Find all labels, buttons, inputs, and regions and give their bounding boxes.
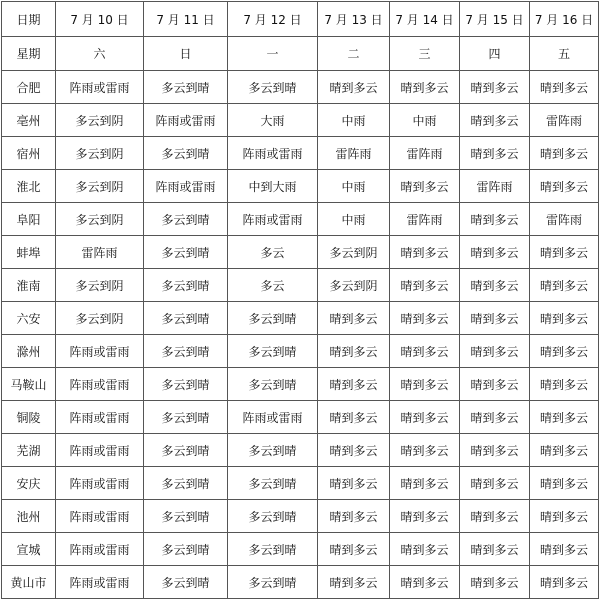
forecast-cell: 多云到阴 [56,170,144,203]
forecast-cell: 晴到多云 [318,566,390,599]
city-name: 蚌埠 [2,236,56,269]
city-name: 芜湖 [2,434,56,467]
forecast-cell: 多云到晴 [144,236,228,269]
date-cell: 7 月 16 日 [530,2,599,37]
forecast-cell: 阵雨或雷雨 [56,434,144,467]
city-name: 淮北 [2,170,56,203]
forecast-cell: 多云到晴 [144,71,228,104]
forecast-cell: 多云到晴 [228,566,318,599]
city-name: 池州 [2,500,56,533]
forecast-cell: 多云到阴 [318,236,390,269]
forecast-cell: 晴到多云 [460,71,530,104]
forecast-cell: 晴到多云 [530,170,599,203]
forecast-cell: 多云到晴 [144,401,228,434]
forecast-cell: 雷阵雨 [530,203,599,236]
table-row [2,71,599,104]
forecast-cell: 晴到多云 [318,467,390,500]
table-row [2,566,599,599]
forecast-cell: 晴到多云 [318,71,390,104]
forecast-cell: 晴到多云 [318,302,390,335]
forecast-cell: 晴到多云 [390,335,460,368]
date-cell: 7 月 12 日 [228,2,318,37]
forecast-table-body [2,2,599,599]
table-row [2,500,599,533]
forecast-cell: 多云到晴 [144,533,228,566]
city-name: 宣城 [2,533,56,566]
forecast-cell: 雷阵雨 [318,137,390,170]
forecast-cell: 晴到多云 [530,71,599,104]
city-name: 安庆 [2,467,56,500]
forecast-cell: 晴到多云 [530,137,599,170]
forecast-cell: 多云到阴 [56,269,144,302]
forecast-cell: 多云到晴 [144,302,228,335]
weekday-row [2,37,599,71]
weekday-cell: 二 [318,37,390,71]
city-name: 宿州 [2,137,56,170]
forecast-cell: 晴到多云 [530,566,599,599]
city-name: 合肥 [2,71,56,104]
forecast-cell: 晴到多云 [530,236,599,269]
forecast-cell: 晴到多云 [460,467,530,500]
forecast-cell: 阵雨或雷雨 [144,170,228,203]
date-header-row [2,2,599,37]
weekday-cell: 日 [144,37,228,71]
weather-forecast-table [1,1,599,599]
forecast-cell: 晴到多云 [460,269,530,302]
table-row [2,467,599,500]
forecast-cell: 多云到阴 [56,104,144,137]
forecast-cell: 多云到晴 [144,434,228,467]
forecast-cell: 晴到多云 [460,302,530,335]
forecast-cell: 中雨 [318,170,390,203]
forecast-cell: 晴到多云 [530,335,599,368]
date-cell: 7 月 13 日 [318,2,390,37]
forecast-cell: 阵雨或雷雨 [56,71,144,104]
forecast-cell: 晴到多云 [390,401,460,434]
city-name: 淮南 [2,269,56,302]
forecast-cell: 阵雨或雷雨 [56,335,144,368]
forecast-cell: 晴到多云 [530,434,599,467]
forecast-cell: 多云到晴 [144,500,228,533]
city-name: 亳州 [2,104,56,137]
forecast-cell: 晴到多云 [460,335,530,368]
forecast-cell: 晴到多云 [390,368,460,401]
forecast-cell: 晴到多云 [460,104,530,137]
weekday-cell: 一 [228,37,318,71]
forecast-cell: 多云到晴 [228,368,318,401]
forecast-cell: 雷阵雨 [460,170,530,203]
forecast-cell: 雷阵雨 [390,137,460,170]
forecast-cell: 晴到多云 [530,302,599,335]
forecast-cell: 晴到多云 [460,203,530,236]
date-cell: 7 月 14 日 [390,2,460,37]
forecast-cell: 中雨 [318,104,390,137]
table-row [2,302,599,335]
forecast-cell: 大雨 [228,104,318,137]
forecast-cell: 晴到多云 [530,269,599,302]
forecast-cell: 多云到阴 [318,269,390,302]
forecast-cell: 中到大雨 [228,170,318,203]
forecast-cell: 阵雨或雷雨 [56,368,144,401]
forecast-cell: 多云到晴 [228,302,318,335]
date-cell: 7 月 11 日 [144,2,228,37]
forecast-cell: 晴到多云 [460,533,530,566]
forecast-cell: 晴到多云 [318,533,390,566]
forecast-cell: 多云到阴 [56,203,144,236]
forecast-cell: 晴到多云 [460,401,530,434]
city-name: 马鞍山 [2,368,56,401]
forecast-cell: 阵雨或雷雨 [56,467,144,500]
forecast-cell: 多云到晴 [144,368,228,401]
forecast-cell: 阵雨或雷雨 [56,401,144,434]
table-row [2,104,599,137]
table-row [2,236,599,269]
forecast-cell: 晴到多云 [390,500,460,533]
forecast-cell: 雷阵雨 [56,236,144,269]
date-corner-label: 日期 [2,2,56,37]
forecast-cell: 多云到晴 [144,335,228,368]
forecast-cell: 晴到多云 [530,500,599,533]
date-cell: 7 月 15 日 [460,2,530,37]
forecast-cell: 晴到多云 [530,467,599,500]
forecast-cell: 多云到阴 [56,137,144,170]
city-name: 滁州 [2,335,56,368]
forecast-cell: 雷阵雨 [390,203,460,236]
weekday-cell: 六 [56,37,144,71]
weekday-cell: 四 [460,37,530,71]
city-name: 六安 [2,302,56,335]
forecast-cell: 晴到多云 [390,269,460,302]
forecast-cell: 多云到晴 [228,335,318,368]
forecast-cell: 阵雨或雷雨 [56,533,144,566]
forecast-cell: 晴到多云 [390,170,460,203]
forecast-cell: 晴到多云 [460,500,530,533]
forecast-cell: 中雨 [318,203,390,236]
table-row [2,533,599,566]
forecast-cell: 多云到晴 [144,137,228,170]
forecast-cell: 晴到多云 [318,401,390,434]
forecast-cell: 晴到多云 [318,335,390,368]
forecast-cell: 晴到多云 [390,434,460,467]
forecast-cell: 晴到多云 [460,368,530,401]
table-row [2,269,599,302]
table-row [2,170,599,203]
forecast-cell: 多云到晴 [228,71,318,104]
city-name: 阜阳 [2,203,56,236]
table-row [2,335,599,368]
forecast-cell: 多云 [228,236,318,269]
forecast-cell: 多云到晴 [144,467,228,500]
forecast-cell: 晴到多云 [530,401,599,434]
forecast-cell: 多云到晴 [144,203,228,236]
city-name: 黄山市 [2,566,56,599]
forecast-cell: 晴到多云 [390,533,460,566]
weekday-cell: 三 [390,37,460,71]
forecast-cell: 多云 [228,269,318,302]
forecast-cell: 阵雨或雷雨 [228,401,318,434]
forecast-cell: 阵雨或雷雨 [56,500,144,533]
forecast-cell: 晴到多云 [318,368,390,401]
forecast-cell: 多云到晴 [144,269,228,302]
forecast-cell: 阵雨或雷雨 [228,203,318,236]
forecast-cell: 晴到多云 [390,71,460,104]
forecast-cell: 多云到晴 [144,566,228,599]
forecast-cell: 雷阵雨 [530,104,599,137]
forecast-cell: 晴到多云 [390,236,460,269]
weekday-cell: 五 [530,37,599,71]
table-row [2,401,599,434]
forecast-cell: 晴到多云 [318,500,390,533]
forecast-cell: 晴到多云 [318,434,390,467]
table-row [2,203,599,236]
forecast-cell: 晴到多云 [460,137,530,170]
forecast-cell: 多云到晴 [228,500,318,533]
forecast-cell: 晴到多云 [530,368,599,401]
forecast-cell: 晴到多云 [460,236,530,269]
forecast-cell: 中雨 [390,104,460,137]
city-name: 铜陵 [2,401,56,434]
forecast-cell: 晴到多云 [530,533,599,566]
table-row [2,368,599,401]
forecast-cell: 晴到多云 [460,566,530,599]
forecast-cell: 晴到多云 [390,467,460,500]
forecast-cell: 多云到晴 [228,467,318,500]
weekday-label: 星期 [2,37,56,71]
forecast-cell: 多云到晴 [228,533,318,566]
date-cell: 7 月 10 日 [56,2,144,37]
forecast-cell: 阵雨或雷雨 [56,566,144,599]
forecast-cell: 阵雨或雷雨 [228,137,318,170]
forecast-cell: 多云到晴 [228,434,318,467]
table-row [2,434,599,467]
forecast-cell: 晴到多云 [460,434,530,467]
forecast-cell: 晴到多云 [390,302,460,335]
forecast-cell: 阵雨或雷雨 [144,104,228,137]
forecast-cell: 晴到多云 [390,566,460,599]
forecast-cell: 多云到阴 [56,302,144,335]
table-row [2,137,599,170]
